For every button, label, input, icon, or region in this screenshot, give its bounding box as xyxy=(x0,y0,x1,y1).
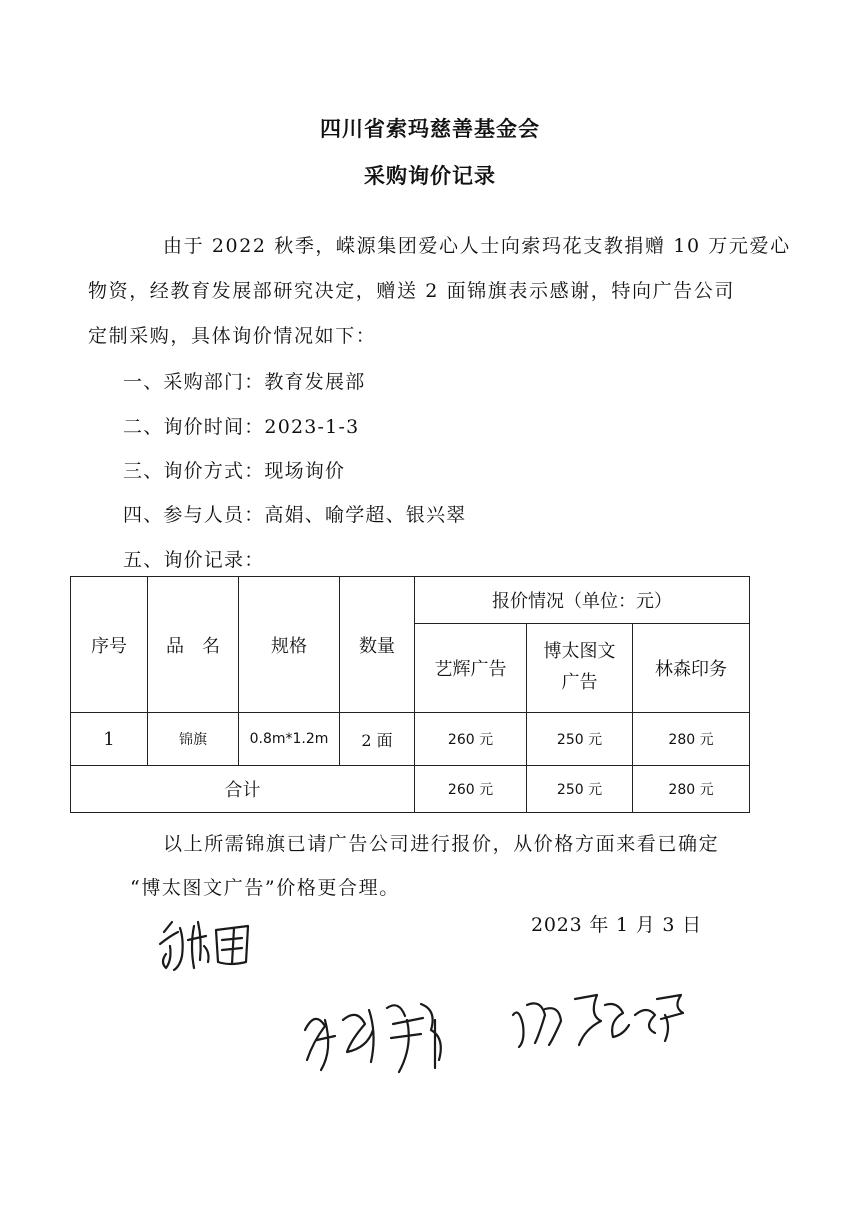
signature-3 xyxy=(505,985,690,1055)
header-quote-group: 报价情况（单位：元） xyxy=(415,577,750,624)
table-row xyxy=(71,713,750,766)
cell-no: 1 xyxy=(71,713,148,766)
conclusion-line-2: “博太图文广告”价格更合理。 xyxy=(130,877,400,899)
item-label: 二、询价时间： xyxy=(123,416,265,438)
item-inquiry-method xyxy=(123,456,345,483)
total-vendor-2: 250 元 xyxy=(527,766,633,813)
vendor-2-line-1: 博太图文 xyxy=(543,641,616,663)
table-header-row xyxy=(71,577,750,624)
cell-vendor-1-price: 260 元 xyxy=(415,713,527,766)
cell-vendor-3-price: 280 元 xyxy=(633,713,750,766)
item-value: 教育发展部 xyxy=(264,371,366,393)
cell-spec: 0.8m*1.2m xyxy=(239,713,340,766)
header-qty: 数量 xyxy=(340,577,415,713)
document-date: 2023 年 1 月 3 日 xyxy=(531,914,702,936)
item-inquiry-record xyxy=(123,545,264,572)
item-inquiry-time xyxy=(123,412,359,439)
intro-line-1: 由于 2022 秋季，嵘源集团爱心人士向索玛花支教捐赠 10 万元爱心 xyxy=(163,235,791,257)
header-name: 品 名 xyxy=(148,577,239,713)
item-value: 现场询价 xyxy=(264,460,346,482)
total-vendor-3: 280 元 xyxy=(633,766,750,813)
header-vendor-2 xyxy=(527,624,633,713)
signature-1 xyxy=(150,910,260,980)
vendor-2-line-2: 广告 xyxy=(561,672,598,693)
total-vendor-1: 260 元 xyxy=(415,766,527,813)
header-spec: 规格 xyxy=(239,577,340,713)
item-label: 一、采购部门： xyxy=(123,371,265,393)
quotation-table xyxy=(70,576,750,813)
org-name: 四川省索玛慈善基金会 xyxy=(320,117,540,141)
table-total-row xyxy=(71,766,750,813)
document-title: 采购询价记录 xyxy=(364,164,496,188)
intro-line-2: 物资，经教育发展部研究决定，赠送 2 面锦旗表示感谢，特向广告公司 xyxy=(88,280,735,302)
item-participants xyxy=(123,500,466,527)
header-no: 序号 xyxy=(71,577,148,713)
cell-qty: 2 面 xyxy=(340,713,415,766)
cell-vendor-2-price: 250 元 xyxy=(527,713,633,766)
intro-line-3: 定制采购，具体询价情况如下： xyxy=(88,325,377,347)
item-purchase-department xyxy=(123,367,365,394)
item-label: 四、参与人员： xyxy=(123,504,265,526)
cell-name: 锦旗 xyxy=(148,713,239,766)
signature-2 xyxy=(295,990,465,1080)
item-value: 高娟、喻学超、银兴翠 xyxy=(264,504,467,526)
total-label: 合计 xyxy=(71,766,415,813)
item-value: 2023-1-3 xyxy=(264,416,360,438)
item-label: 五、询价记录： xyxy=(123,549,265,571)
item-label: 三、询价方式： xyxy=(123,460,265,482)
header-vendor-3: 林森印务 xyxy=(633,624,750,713)
conclusion-line-1: 以上所需锦旗已请广告公司进行报价，从价格方面来看已确定 xyxy=(163,833,720,855)
header-vendor-1: 艺辉广告 xyxy=(415,624,527,713)
